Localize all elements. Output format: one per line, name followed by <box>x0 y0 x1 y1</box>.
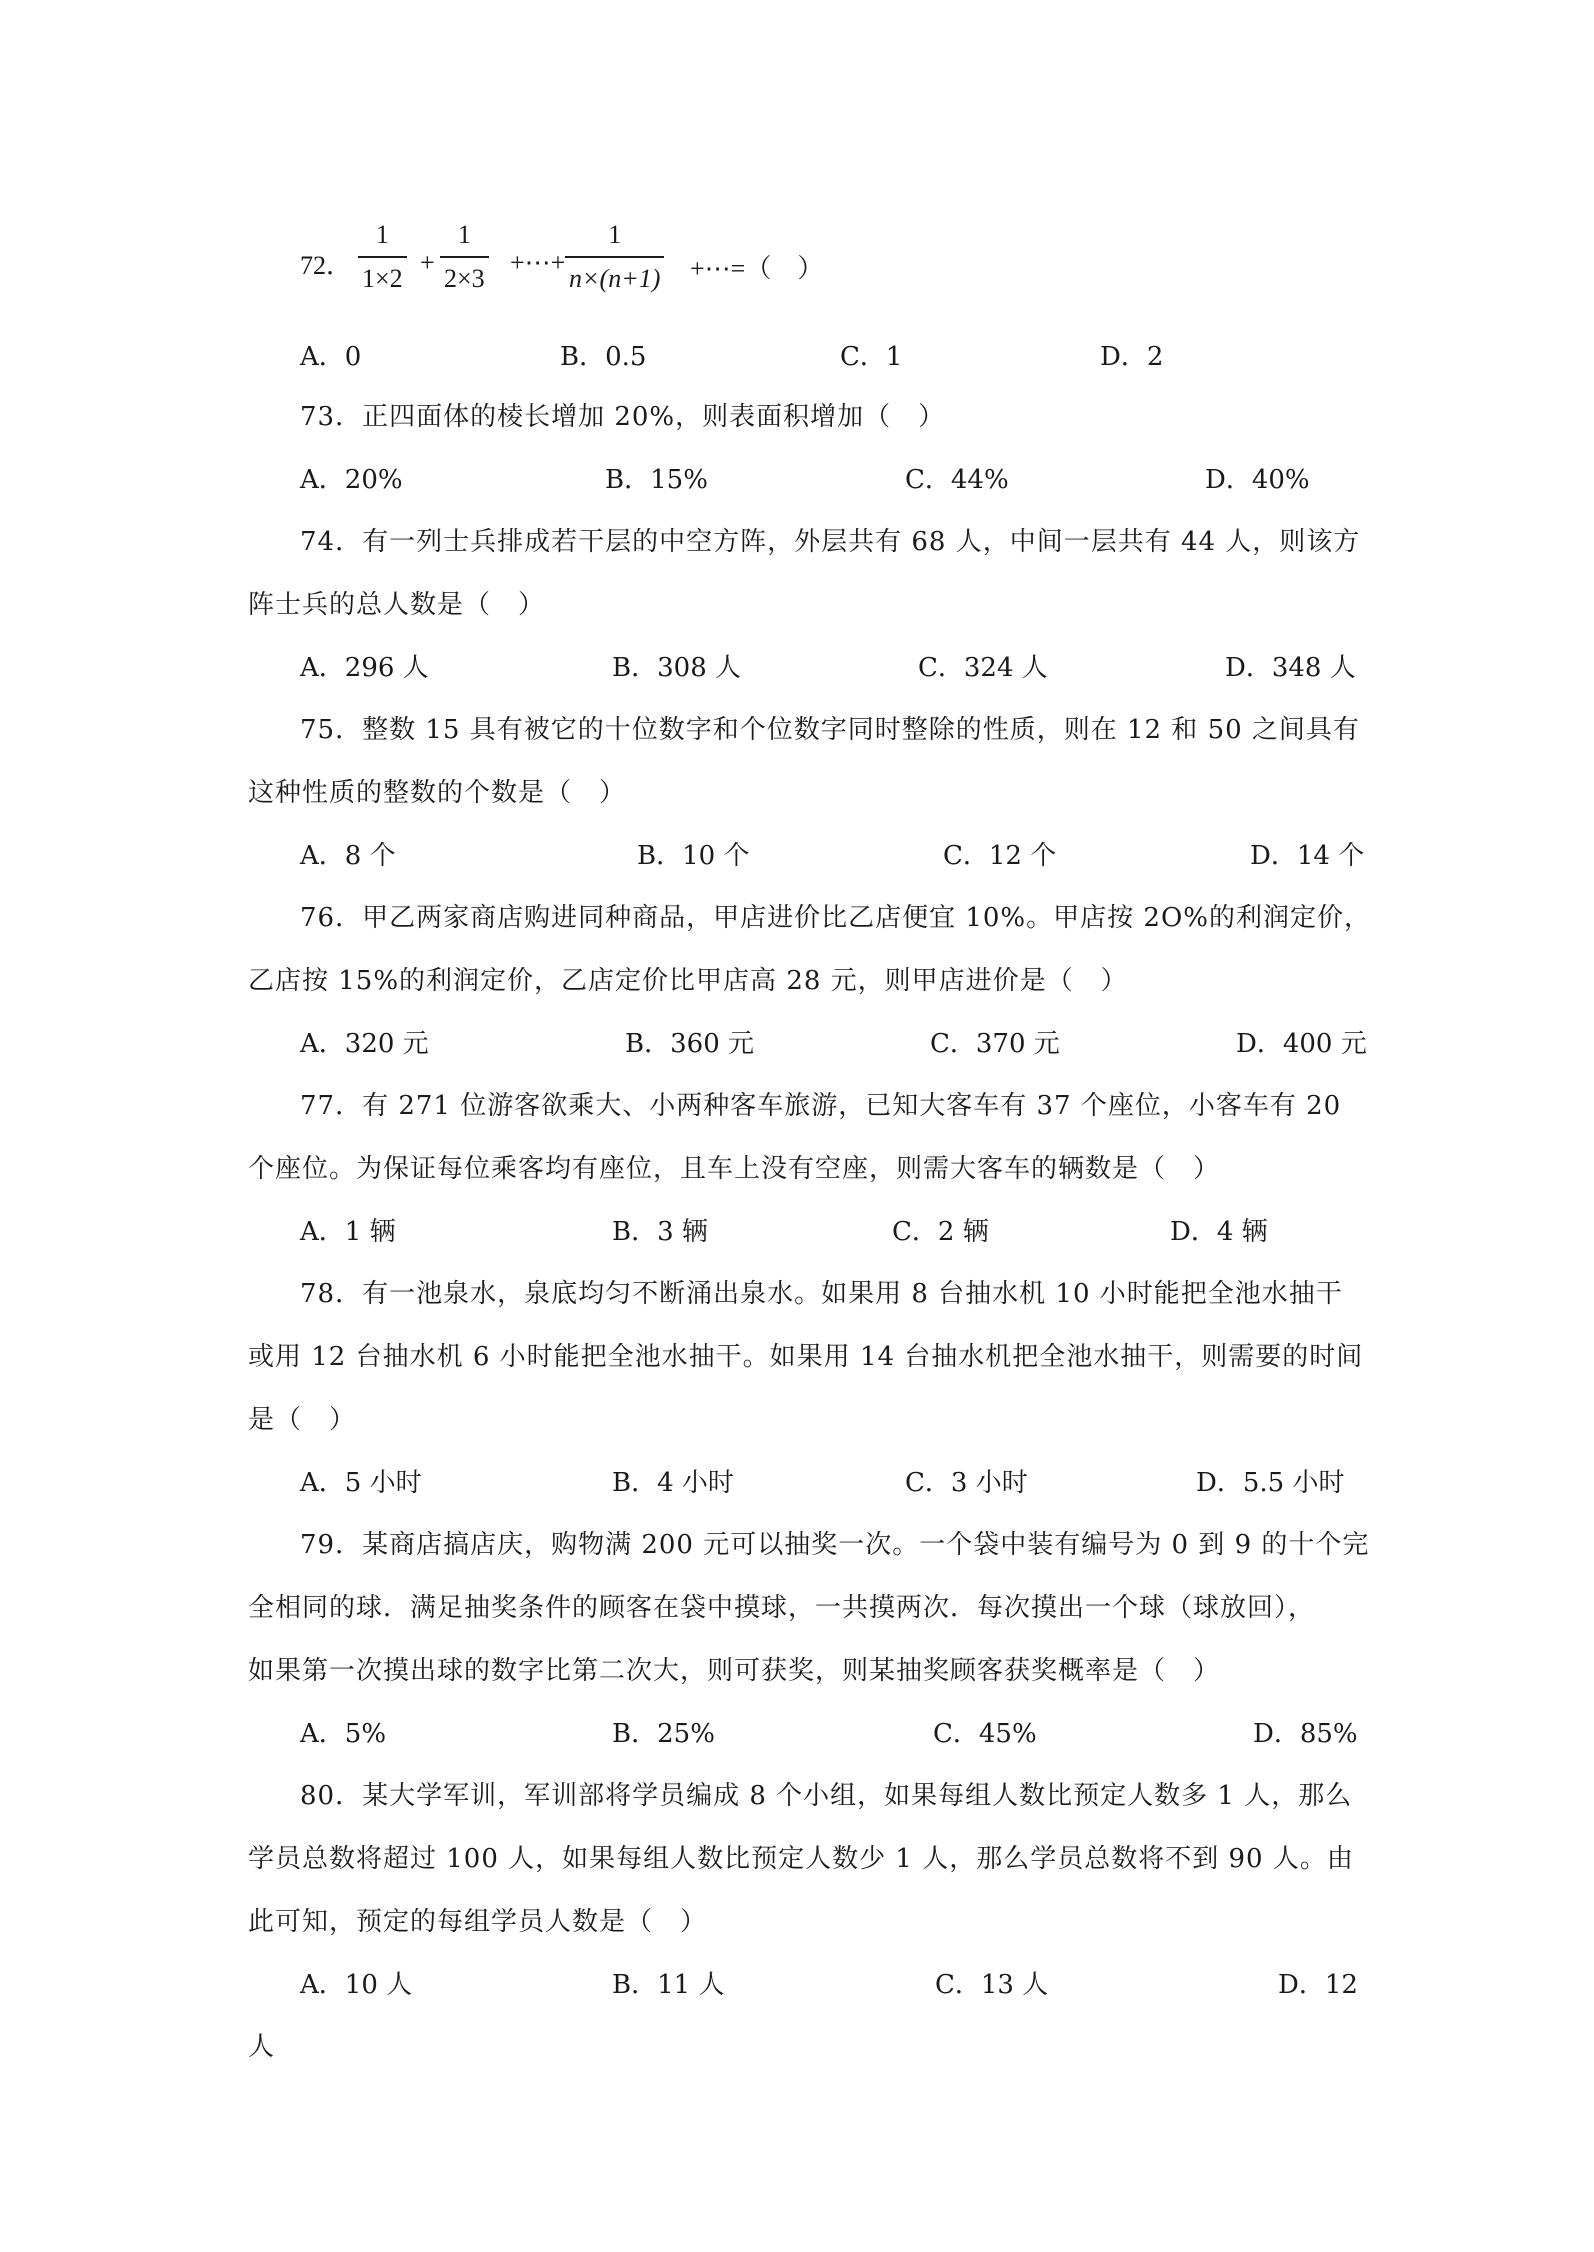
option-d: D．12 <box>1278 1970 1358 2000</box>
option-a: A．5% <box>300 1719 387 1749</box>
option-d: D．348 人 <box>1225 653 1356 683</box>
option-c: C．13 人 <box>935 1970 1049 2000</box>
option-c: C．45% <box>933 1719 1037 1749</box>
option-d: D．4 辆 <box>1170 1217 1268 1247</box>
option-c: C．3 小时 <box>905 1468 1028 1498</box>
option-b: B．11 人 <box>612 1970 725 2000</box>
option-a: A．20% <box>300 465 403 495</box>
option-c: C．2 辆 <box>892 1217 989 1247</box>
question-text: 77．有 271 位游客欲乘大、小两种客车旅游，已知大客车有 37 个座位，小客车有 20 <box>300 1091 1342 1121</box>
question-text: 74．有一列士兵排成若干层的中空方阵，外层共有 68 人，中间一层共有 44 人，则该方 <box>300 527 1361 557</box>
option-d: D．5.5 小时 <box>1196 1468 1345 1498</box>
option-c: C．370 元 <box>930 1029 1060 1059</box>
option-d: D．40% <box>1205 465 1310 495</box>
question-text-cont-2: 是（ ） <box>248 1405 357 1435</box>
plus-sign: + <box>420 248 435 277</box>
question-text: 78．有一池泉水，泉底均匀不断涌出泉水。如果用 8 台抽水机 10 小时能把全池水抽干 <box>300 1279 1343 1309</box>
option-a: A．296 人 <box>300 653 429 683</box>
option-a: A．0 <box>300 342 362 372</box>
option-d: D．2 <box>1100 342 1164 372</box>
option-d: D．400 元 <box>1236 1029 1367 1059</box>
option-b: B．360 元 <box>625 1029 754 1059</box>
question-text-cont: 个座位。为保证每位乘客均有座位，且车上没有空座，则需大客车的辆数是（ ） <box>248 1154 1221 1184</box>
option-a: A．10 人 <box>300 1970 413 2000</box>
option-b: B．3 辆 <box>612 1217 708 1247</box>
fraction-3: 1 n×(n+1) <box>565 220 664 294</box>
question-text-cont: 乙店按 15%的利润定价，乙店定价比甲店高 28 元，则甲店进价是（ ） <box>248 966 1128 996</box>
option-a: A．5 小时 <box>300 1468 422 1498</box>
option-d: D．85% <box>1253 1719 1358 1749</box>
equals-blank: +⋯=（ ） <box>690 254 824 283</box>
option-b: B．0.5 <box>560 342 647 372</box>
option-b: B．10 个 <box>637 841 750 871</box>
option-b: B．25% <box>612 1719 715 1749</box>
fraction-2: 1 2×3 <box>440 220 489 294</box>
question-text: 76．甲乙两家商店购进同种商品，甲店进价比乙店便宜 10%。甲店按 2O%的利润定价， <box>300 903 1371 933</box>
question-text-cont-2: 如果第一次摸出球的数字比第二次大，则可获奖，则某抽奖顾客获奖概率是（ ） <box>248 1656 1221 1686</box>
question-text: 75．整数 15 具有被它的十位数字和个位数字同时整除的性质，则在 12 和 50 之间具有 <box>300 715 1360 745</box>
option-c: C．12 个 <box>943 841 1057 871</box>
option-a: A．8 个 <box>300 841 396 871</box>
option-b: B．4 小时 <box>612 1468 734 1498</box>
option-d: D．14 个 <box>1250 841 1365 871</box>
question-text-cont: 或用 12 台抽水机 6 小时能把全池水抽干。如果用 14 台抽水机把全池水抽干，则需要的时间 <box>248 1342 1364 1372</box>
option-a: A．320 元 <box>300 1029 429 1059</box>
option-c: C．1 <box>840 342 903 372</box>
fraction-1: 1 1×2 <box>358 220 407 294</box>
option-d-wrap: 人 <box>248 2032 276 2062</box>
option-b: B．15% <box>605 465 708 495</box>
question-text-cont: 阵士兵的总人数是（ ） <box>248 590 546 620</box>
option-c: C．44% <box>905 465 1009 495</box>
question-text: 73．正四面体的棱长增加 20%，则表面积增加（ ） <box>300 402 946 432</box>
question-text-cont: 学员总数将超过 100 人，如果每组人数比预定人数少 1 人，那么学员总数将不到 90 人。由 <box>248 1844 1354 1874</box>
question-text-cont-2: 此可知，预定的每组学员人数是（ ） <box>248 1907 708 1937</box>
option-b: B．308 人 <box>612 653 741 683</box>
question-text-cont: 全相同的球．满足抽奖条件的顾客在袋中摸球，一共摸两次．每次摸出一个球（球放回）， <box>248 1593 1316 1623</box>
option-c: C．324 人 <box>918 653 1048 683</box>
ellipsis-plus: +⋯+ <box>510 248 566 277</box>
question-text: 80．某大学军训，军训部将学员编成 8 个小组，如果每组人数比预定人数多 1 人，那么 <box>300 1781 1353 1811</box>
option-a: A．1 辆 <box>300 1217 396 1247</box>
question-text-cont: 这种性质的整数的个数是（ ） <box>248 778 627 808</box>
question-text: 79．某商店搞店庆，购物满 200 元可以抽奖一次。一个袋中装有编号为 0 到 9 的十个完 <box>300 1530 1370 1560</box>
question-number: 72． <box>300 251 353 280</box>
